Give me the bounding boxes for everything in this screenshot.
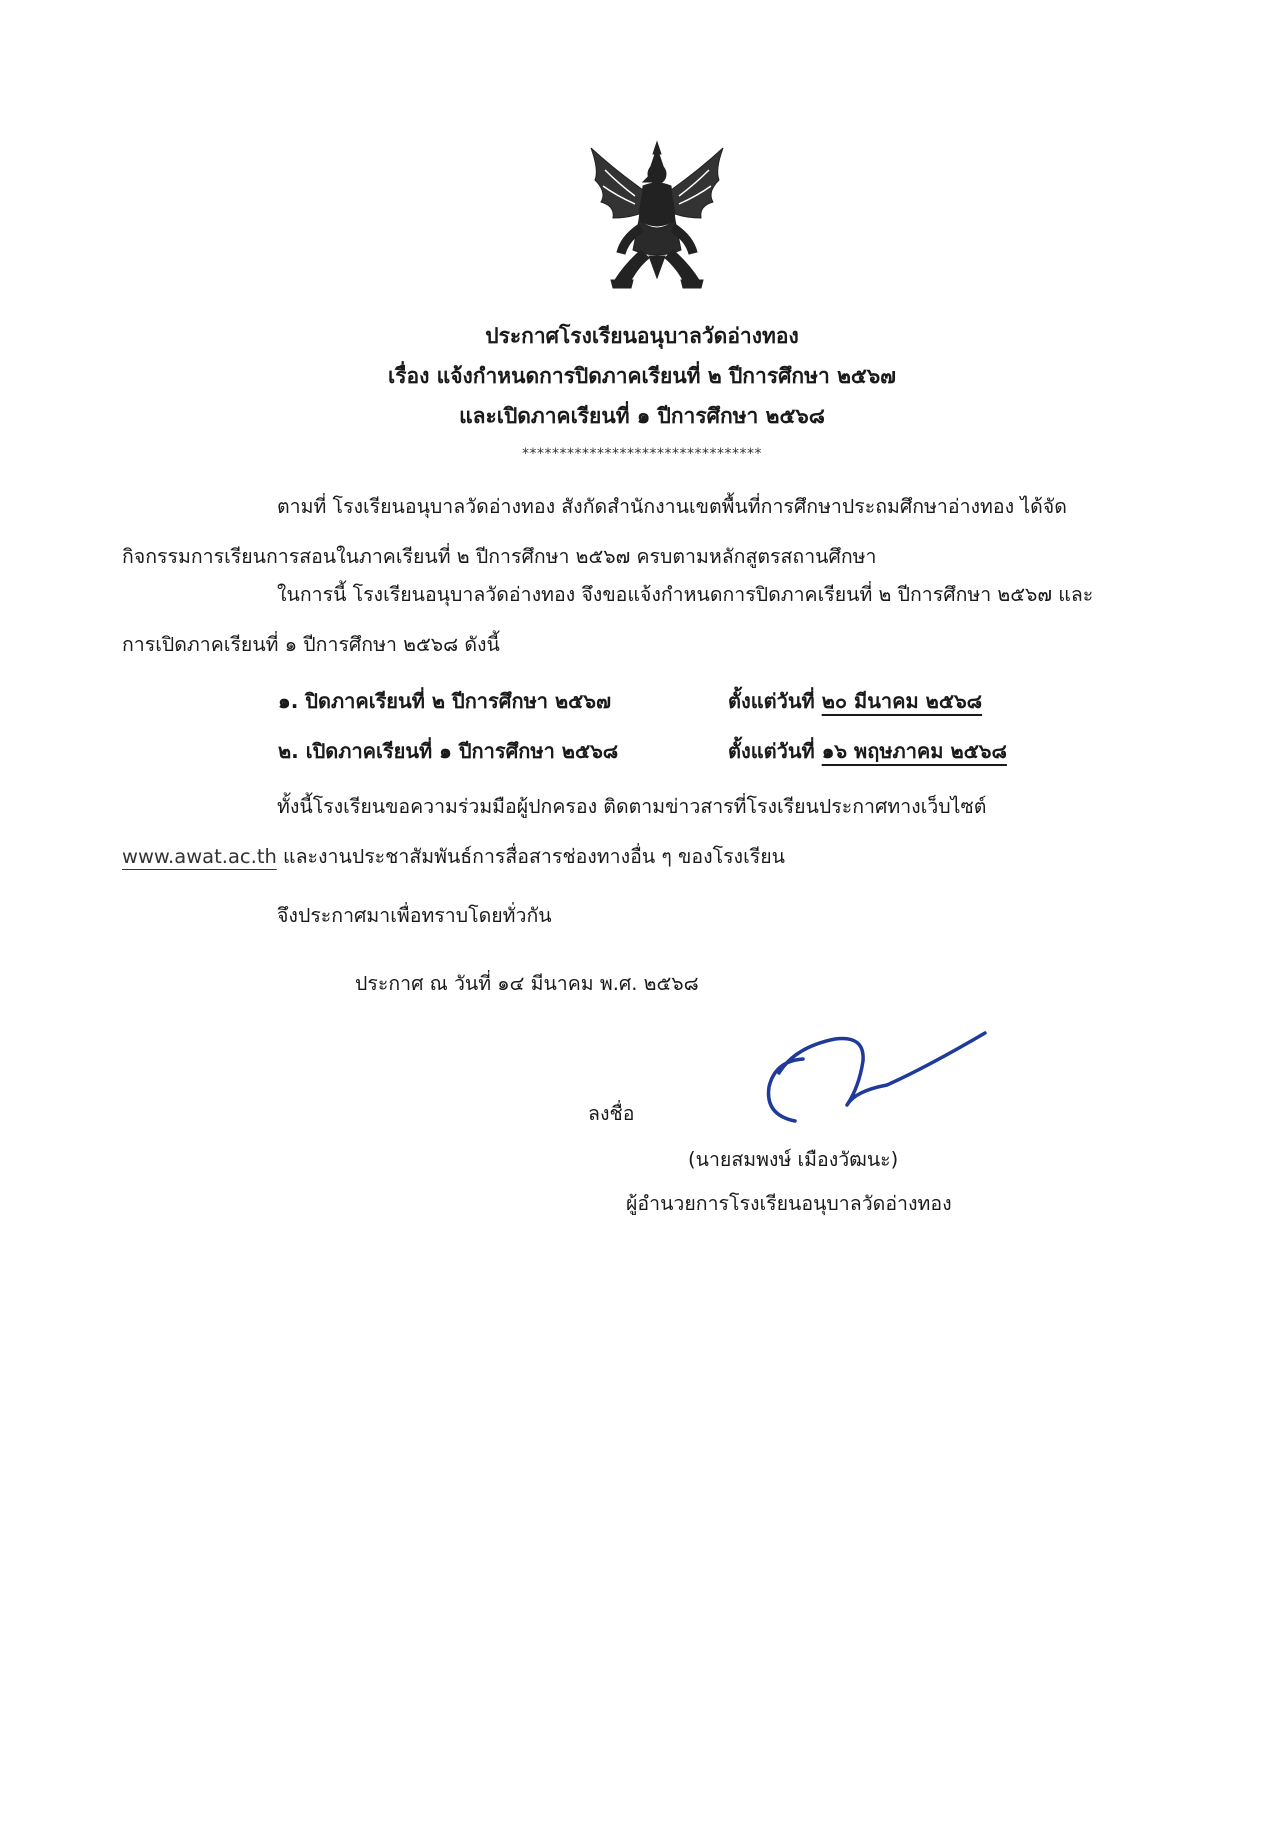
closing-statement: จึงประกาศมาเพื่อทราบโดยทั่วกัน [277, 904, 552, 927]
paragraph-1-line-1: ตามที่ โรงเรียนอนุบาลวัดอ่างทอง สังกัดสำนักงานเขตพื้นที่การศึกษาประถมศึกษาอ่างทอง ได้จัด [277, 495, 1067, 518]
signatory-position: ผู้อำนวยการโรงเรียนอนุบาลวัดอ่างทอง [626, 1192, 952, 1215]
paragraph-2 [122, 570, 1172, 670]
title-line-3: และเปิดภาคเรียนที่ ๑ ปีการศึกษา ๒๕๖๘ [459, 404, 825, 428]
paragraph-2-line-1: ในการนี้ โรงเรียนอนุบาลวัดอ่างทอง จึงขอแจ้งกำหนดการปิดภาคเรียนที่ ๒ ปีการศึกษา ๒๕๖๗ และ [277, 583, 1094, 606]
handwritten-signature-icon [755, 1025, 995, 1135]
schedule-item: ๑. ปิดภาคเรียนที่ ๒ ปีการศึกษา ๒๕๖๗ [278, 689, 612, 713]
paragraph-3-line-2 [122, 832, 1172, 882]
schedule-item: ๒. เปิดภาคเรียนที่ ๑ ปีการศึกษา ๒๕๖๘ [278, 739, 619, 763]
schedule-date-label: ตั้งแต่วันที่ [728, 689, 822, 713]
schedule-row [278, 676, 1007, 726]
schedule-date: ๒๐ มีนาคม ๒๕๖๘ [821, 689, 983, 713]
website-link[interactable]: www.awat.ac.th [122, 845, 277, 868]
paragraph-2-line-2: การเปิดภาคเรียนที่ ๑ ปีการศึกษา ๒๕๖๘ ดังนี้ [122, 633, 500, 656]
schedule-date: ๑๖ พฤษภาคม ๒๕๖๘ [821, 739, 1007, 763]
garuda-emblem-icon [585, 140, 730, 290]
document-title [0, 316, 1284, 436]
title-divider: ******************************** [522, 446, 762, 462]
signature-label: ลงชื่อ [588, 1102, 635, 1125]
paragraph-1-line-2: กิจกรรมการเรียนการสอนในภาคเรียนที่ ๒ ปีการศึกษา ๒๕๖๗ ครบตามหลักสูตรสถานศึกษา [122, 545, 877, 568]
announce-date: ประกาศ ณ วันที่ ๑๔ มีนาคม พ.ศ. ๒๕๖๘ [355, 972, 699, 995]
schedule-list [278, 676, 1007, 776]
title-line-1: ประกาศโรงเรียนอนุบาลวัดอ่างทอง [485, 324, 799, 348]
paragraph-3-line-1: ทั้งนี้โรงเรียนขอความร่วมมือผู้ปกครอง ติดตามข่าวสารที่โรงเรียนประกาศทางเว็บไซต์ [277, 795, 987, 818]
schedule-date-label: ตั้งแต่วันที่ [728, 739, 822, 763]
paragraph-3-line-2-text: และงานประชาสัมพันธ์การสื่อสารช่องทางอื่น ๆ ของโรงเรียน [276, 845, 785, 868]
schedule-row [278, 726, 1007, 776]
title-line-2: เรื่อง แจ้งกำหนดการปิดภาคเรียนที่ ๒ ปีการศึกษา ๒๕๖๗ [388, 364, 896, 388]
paragraph-3 [122, 782, 1172, 882]
signatory-name: (นายสมพงษ์ เมืองวัฒนะ) [688, 1148, 899, 1171]
paragraph-1 [122, 482, 1172, 582]
